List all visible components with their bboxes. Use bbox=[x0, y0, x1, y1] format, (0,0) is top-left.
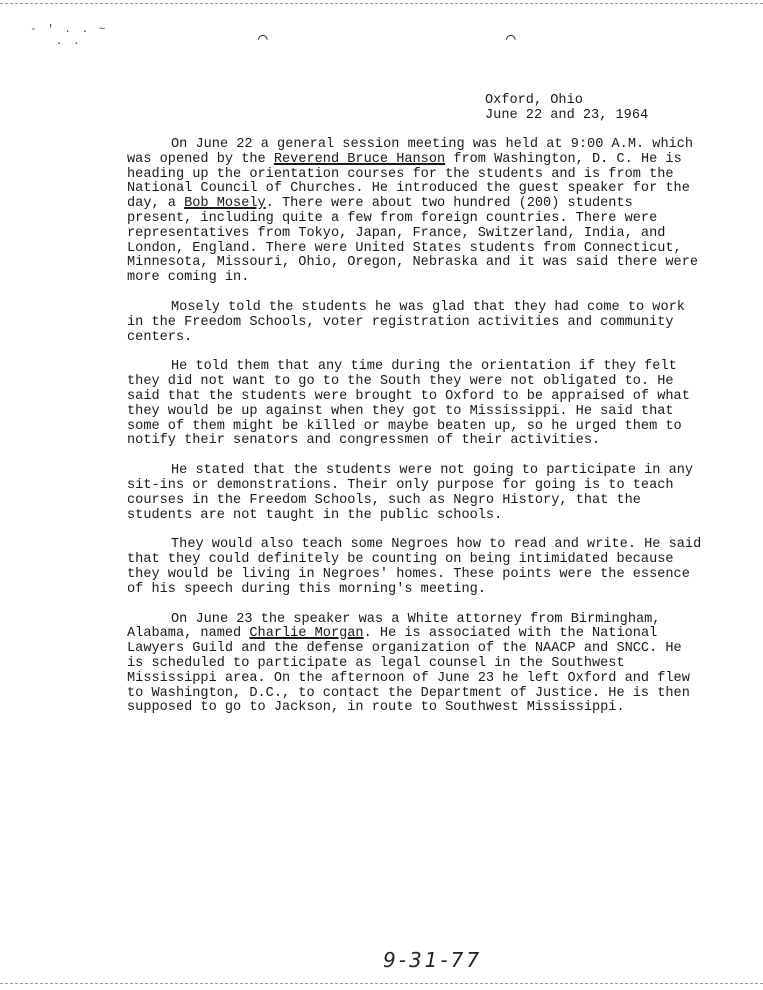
header-location: Oxford, Ohio bbox=[485, 93, 583, 108]
paragraph-1-text-a: On June 22 a general session meeting was held at 9:00 A.M. which was opened by the bbox=[127, 137, 694, 167]
underlined-name-morgan: Charlie Morgan bbox=[249, 626, 364, 642]
paragraph-1-text-c: . There were about two hundred (200) students present, including quite a few from foreign countries. There were representatives from Tokyo, Japan, France, Switzerland, India, and London, England. There were United States students from Connecticut, Minnesota, Missouri, Ohio, Oregon, Nebraska and it was said there were more coming in. bbox=[127, 196, 699, 286]
scan-edge-top bbox=[0, 3, 763, 4]
scan-artifact-corner: - ' . . ~ . . bbox=[30, 24, 108, 48]
document-header bbox=[485, 93, 648, 123]
header-date: June 22 and 23, 1964 bbox=[485, 108, 649, 123]
underlined-name-hanson: Reverend Bruce Hanson bbox=[273, 151, 446, 167]
underlined-name-mosely: Bob Mosely bbox=[184, 196, 266, 212]
punch-mark-left: ⌒ bbox=[258, 30, 268, 48]
document-body bbox=[127, 138, 702, 731]
paragraph-1 bbox=[127, 138, 702, 286]
paragraph-6-text-b: . He is associated with the National Lawyers Guild and the defense organization of the NAACP and SNCC. He is scheduled to participate as legal counsel in the Southwest Mississippi area. On the afternoon of June 23 he left Oxford and flew to Washington, D.C., to contact the Department of Justice. He is then supposed to go to Jackson, in route to Southwest Mississippi. bbox=[127, 626, 690, 716]
paragraph-6 bbox=[127, 613, 702, 717]
paragraph-4: He stated that the students were not going to participate in any sit-ins or demonstrations. Their only purpose for going is to teach courses in the Freedom Schools, such as Negro History, that the students are not taught in the public schools. bbox=[127, 463, 694, 523]
paragraph-3: He told them that any time during the orientation if they felt they did not want to go to the South they were not obligated to. He said that the students were brought to Oxford to be appraised of what they would be up against when they got to Mississippi. He said that some of them might be killed or maybe beaten up, so he urged them to notify their senators and congressmen of their activities. bbox=[127, 359, 690, 449]
handwritten-page-number: 9-31-77 bbox=[383, 948, 483, 972]
paragraph-5: They would also teach some Negroes how to read and write. He said that they could definitely be counting on being intimidated because they would be living in Negroes' homes. These points were the essence of his speech during this morning's meeting. bbox=[127, 537, 702, 597]
paragraph-2: Mosely told the students he was glad that they had come to work in the Freedom Schools, voter registration activities and community centers. bbox=[127, 299, 685, 345]
punch-mark-right: ⌒ bbox=[506, 30, 516, 48]
paragraph-1-text-b: from Washington, D. C. He is heading up the orientation courses for the students and is from the National Council of Churches. He introduced the guest speaker for the day, a bbox=[127, 151, 690, 212]
scan-edge-bottom bbox=[0, 983, 763, 984]
paragraph-6-text-a: On June 23 the speaker was a White attorney from Birmingham, Alabama, named bbox=[127, 611, 661, 642]
